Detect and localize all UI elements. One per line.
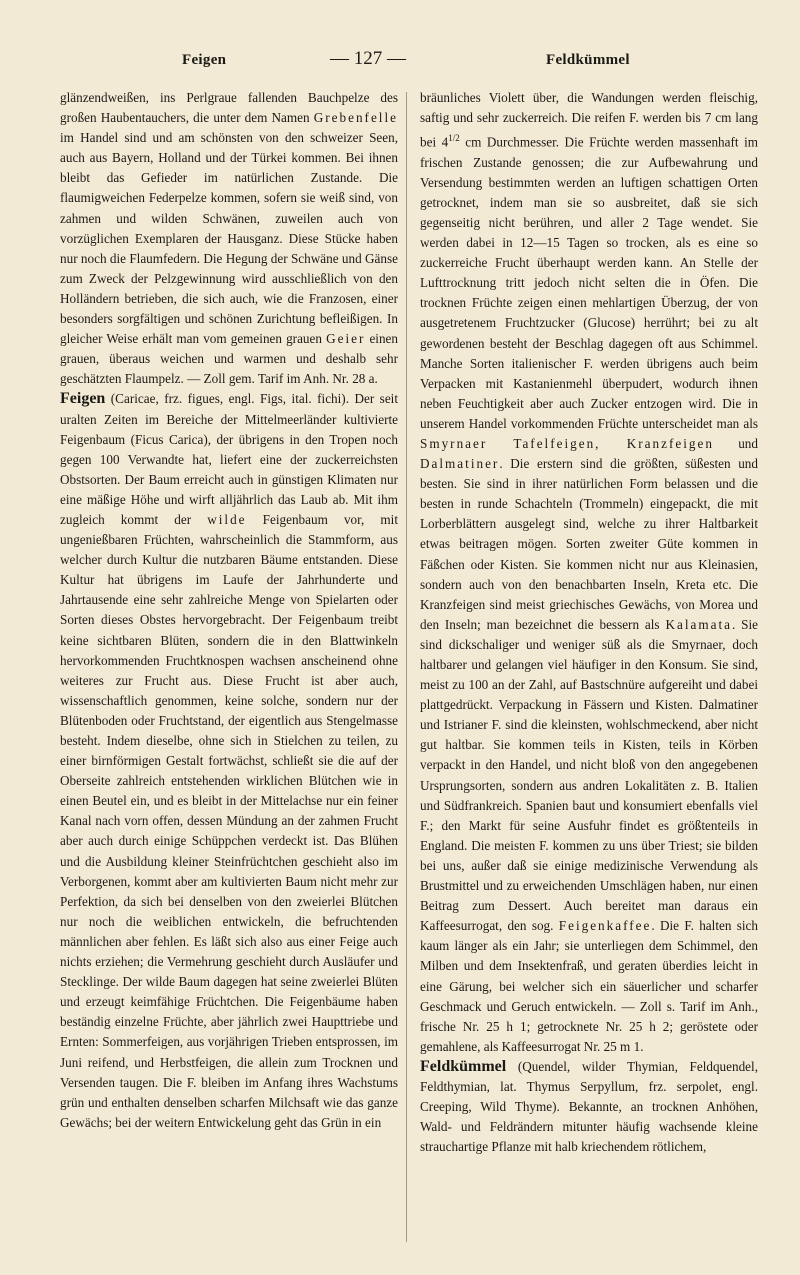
term-wilde: wilde (207, 511, 247, 527)
entry-heading-feigen: Feigen (60, 390, 106, 408)
header-left-keyword: Feigen (182, 52, 227, 68)
entry-feldkuemmel: Feldkümmel (Quendel, wilder Thymian, Feldquendel, Feldthymian, lat. Thymus Serpyllum, frz. serpolet, engl. Creeping, Wild Thyme). Bekannte, an trocknen Anhöhen, Wald- und Feldrändern mitunter häufig wachsende kleine strauchartige Pflanze mit halb kriechendem rötlichem, (420, 1057, 758, 1155)
term-geier: Geier (326, 331, 366, 347)
paragraph-feigen-continued: bräunliches Violett über, die Wandungen werden fleischig, saftig und sehr zuckerreich. Die reifen F. werden bis 7 cm lang bei $4^{1/2}$ cm Durchmesser. Die Früchte werden massenhaft im frischen Zustande genossen; die zur Aufbewahrung und Versendung bestimmten werden an luftigen schattigen Orten getrocknet, indem man sie so ausbreitet, daß sie sich gegenseitig nicht berühren, und aller 2 Tage wendet. Sie werden dabei in 12—15 Tagen so trocken, als es eine so zuckerreiche Frucht überhaupt werden kann. An Stelle der Lufttrocknung tritt jedoch nicht selten die in Öfen. Die trocknen Früchte zeigen einen mehlartigen Überzug, der von ausgetretenem Fruchtzucker (Glucose) herrührt; bei zu alt gewordenen besteht der Beschlag dagegen oft aus Schimmel. Manche Sorten italienischer F. werden übrigens auch beim Verpacken mit Kastanienmehl überpudert, wodurch ihnen neben Feuchtigkeit aber auch Zucker entzogen wird. Die in unserem Handel vorkommenden Früchte unterscheidet man als Smyrnaer Tafelfeigen, Kranzfeigen und Dalmatiner. Die erstern sind die größten, süßesten und besten. Sie sind in ihrer natürlichen Form belassen und die besten in runde Schachteln (Trommeln) eingepackt, die mit Lorberblättern ausgelegt sind, welche zu ihrer Haltbarkeit etwas beitragen mögen. Sorten zweiter Güte kommen in Fäßchen oder Kisten. Sie kommen nicht nur aus Kleinasien, sondern auch von den benachbarten Inseln, Kreta etc. Die Kranzfeigen sind meist griechisches Gewächs, von Morea und den Inseln; man bezeichnet die bessern als Kalamata. Sie sind dickschaliger und weniger süß als die Smyrnaer, doch haltbarer und gelangen viel häufiger in den Konsum. Sie sind, meist zu 100 an der Zahl, auf Bastschnüre aufgereiht und dabei plattgedrückt. Verpackung in Fässern und Kisten. Dalmatiner und Istrianer F. sind die kleinsten, wohlschmeckend, aber nicht gut haltbar. Sie kommen teils in Kisten, teils in Körben verpackt in den Handel, und nicht bloß von den angegebenen Ursprungsorten, sondern aus andren Lokalitäten z. B. Italien und Südfrankreich. Spanien baut und konsumiert ebenfalls viel F.; den Markt für seine Ausfuhr findet es größtenteils in England. Die meisten F. kommen zu uns über Triest; sie bilden bei uns, außer daß sie einige medizinische Verwendung als Brustmittel und zu erweichenden Umschlägen haben, nur einen Beitrag zum Dessert. Auch bereitet man daraus ein Kaffeesurrogat, den sog. Feigenkaffee. Die F. halten sich kaum länger als ein Jahr; sie unterliegen dem Schimmel, den Milben und dem Insektenfraß, und geraten überdies leicht in eine Gärung, bei welcher sich ein säuerlicher und scharfer Geschmack und Geruch entwickeln. — Zoll s. Tarif im Anh., frische Nr. 25 h 1; getrocknete Nr. 25 h 2; geröstete oder gemahlene, als Kaffeesurrogat Nr. 25 m 1. (420, 90, 758, 1054)
page-number: — 127 — (330, 48, 406, 69)
term-kalamata: Kalamata (665, 616, 732, 632)
term-feigenkaffee: Feigenkaffee (558, 918, 652, 934)
paragraph-daunenpelz: glänzendweißen, ins Perlgraue fallenden Bauchpelze des großen Haubentauchers, die unter dem Namen Grebenfelle im Handel sind und am schönsten von den schweizer Seen, auch aus Bayern, Holland und der Türkei kommen. Bei ihnen bleibt das Gefieder im natürlichen Zustande. Die flaumigweichen Federpelze kommen, sofern sie weiß sind, von zahmen und wilden Schwänen, zuweilen auch von vorzüglichen Exemplaren der Hausganz. Diese Stücke haben nur noch die Flaumfedern. Die Hegung der Schwäne und Gänse zum Zweck der Pelzgewinnung wird ausschließlich von den Holländern betrieben, die sich auch, wie die Franzosen, einer besonders sorgfältigen und schönen Zurichtung befleißigen. In gleicher Weise erhält man vom gemeinen grauen Geier einen grauen, überaus weichen und warmen und deshalb sehr geschätzten Flaumpelz. — Zoll gem. Tarif im Anh. Nr. 28 a. (60, 90, 399, 387)
term-grebenfelle: Grebenfelle (313, 110, 398, 126)
term-smyrnaer: Smyrnaer Tafelfeigen, Kranzfeigen (420, 435, 714, 451)
entry-heading-feldkuemmel: Feldkümmel (420, 1057, 507, 1075)
header-right-keyword: Feldkümmel (546, 52, 630, 68)
page-header (60, 48, 740, 72)
right-column (420, 88, 758, 1157)
term-dalmatiner: Dalmatiner (420, 456, 500, 472)
column-divider (406, 92, 407, 1242)
entry-feigen: Feigen (Caricae, frz. figues, engl. Figs, ital. fichi). Der seit uralten Zeiten im Bereiche der Mittelmeerländer kultivierte Feigenbaum (Ficus Carica), der übrigens in den Tropen noch gegen 100 Verwandte hat, liefert eine der zuckerreichsten Obstsorten. Der Baum erreicht auch in günstigen Klimaten nur eine mäßige Höhe und wirft alljährlich das Laub ab. Mit ihm zugleich kommt der wilde Feigenbaum vor, mit ungenießbaren Früchten, wahrscheinlich die Stammform, aus welcher durch Kultur die nutzbaren Bäume entstanden. Diese Kultur hat übrigens im Laufe der Jahrhunderte und Jahrtausende eine sehr zahlreiche Menge von Spielarten oder Sorten dieses Obstes hervorgebracht. Der Feigenbaum treibt keine sichtbaren Blüten, sondern die in den Blattwinkeln hervorkommenden Fruchtknospen wachsen anscheinend ohne weiteres zur Frucht aus. Diese Frucht ist aber auch, wissenschaftlich genommen, keine solche, sondern nur der Blütenboden oder Fruchtstand, der eigentlich aus Stengelmasse besteht. Indem dieselbe, ohne sich in Stielchen zu teilen, zu einer birnförmigen Gestalt fortwächst, schließt sie die auf der Oberseite zahlreich entstehenden wirklichen Blütchen wie in einen Beutel ein, und es bleibt in der Mittelachse nur ein feiner Kanal nach vorn offen, dessen Mündung an der zahmen Frucht aber auch durch einige Schüppchen verdeckt ist. Das Blühen und die Ausbildung kleiner Steinfrüchtchen geschieht also im Verborgenen, kommt aber am kultivierten Baum nicht mehr zur Perfektion, da sich bei denselben von den zweierlei Blütchen nur noch die weiblichen entwickeln, die befruchtenden männlichen aber fehlen. Es läßt sich also aus einer Feige auch nichts erziehen; die Vermehrung geschieht durch Ausläufer und Stecklinge. Der wilde Baum dagegen hat seine zweierlei Blüten und erzeugt keimfähige Früchtchen. Die Feigenbäume haben beständig einzelne Früchte, aber jährlich zwei Haupttriebe und Ernten: Sommerfeigen, aus vorjährigen Trieben entsprossen, im Juni reifend, und Herbstfeigen, die allein zum Trocknen und Versenden taugen. Die F. bleiben im Anfang ihres Wachstums grün und enthalten denselben scharfen Milchsaft wie das ganze Gewächs; bei der weitern Entwickelung geht das Grün in ein (60, 390, 398, 1130)
fraction: 1/2 (448, 133, 460, 144)
left-column (60, 88, 398, 1133)
